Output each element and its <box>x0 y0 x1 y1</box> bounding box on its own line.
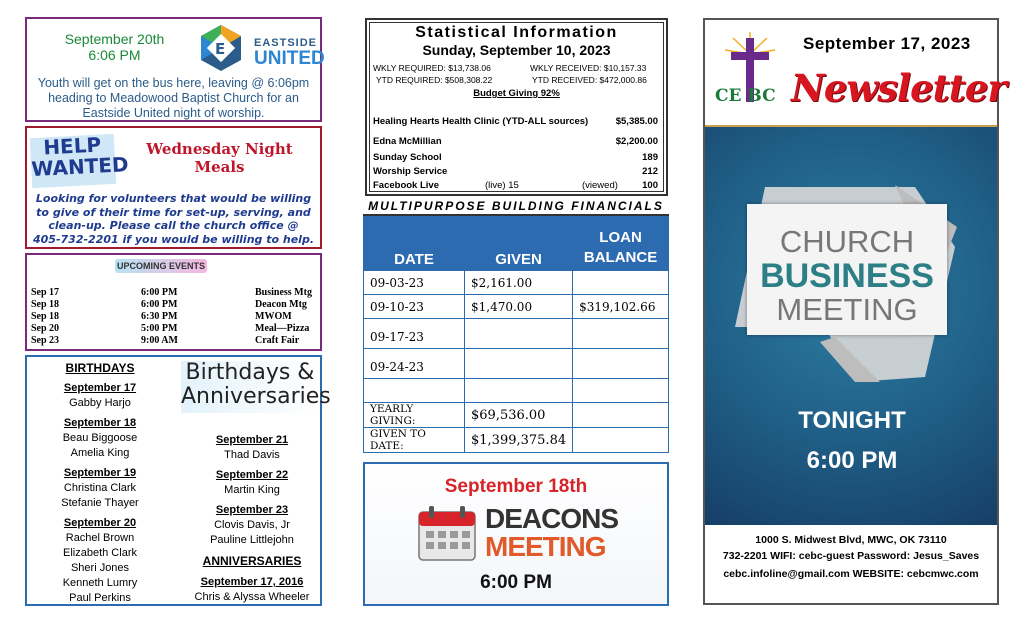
birthday-date: September 20 <box>63 517 137 529</box>
help-body: Looking for volunteers that would be willing to give of their time for set-up, serving, and clean-up. Please call the church office @ 405-732-2201 if you would be willing to help. <box>33 192 314 246</box>
stat-value: 100 <box>642 180 658 191</box>
stat-mid2: (viewed) <box>582 180 618 191</box>
cebc-logo <box>715 86 776 106</box>
birthday-date: September 22 <box>215 469 289 481</box>
help-wanted-panel <box>25 126 322 249</box>
cebc-logo-text: CE BC <box>715 86 776 106</box>
title-line2: Anniversaries <box>181 384 331 409</box>
financials-row <box>364 349 669 379</box>
birthdays-title <box>181 360 331 413</box>
birthday-date: September 23 <box>215 504 289 516</box>
event-date: Sep 17 <box>31 287 60 298</box>
financials-cell <box>573 428 669 453</box>
stat-label: Healing Hearts Health Clinic (YTD-ALL sources) <box>373 116 589 127</box>
stat-value: $5,385.00 <box>615 116 658 127</box>
ytd-received: YTD RECEIVED: $472,000.86 <box>532 75 647 85</box>
event-event: MWOM <box>255 311 292 322</box>
stat-label: Edna McMillian <box>373 136 442 147</box>
financials-cell: $1,470.00 <box>465 295 573 319</box>
financials-cell <box>465 379 573 403</box>
financials-body <box>364 271 669 453</box>
financials-cell: 09-10-23 <box>364 295 465 319</box>
event-row <box>29 335 318 347</box>
wkly-received: WKLY RECEIVED: $10,157.33 <box>530 63 647 73</box>
financials-cell: $69,536.00 <box>465 403 573 428</box>
event-event: Craft Fair <box>255 335 300 346</box>
birthday-name: Martin King <box>224 484 280 496</box>
address: 1000 S. Midwest Blvd, MWC, OK 73110 <box>755 534 947 546</box>
deacons-line2: MEETING <box>485 531 606 562</box>
youth-date-line1: September 20th <box>64 31 165 47</box>
header-given: GIVEN <box>465 217 573 271</box>
badge-line2: WANTED <box>30 152 130 182</box>
financials-row <box>364 319 669 349</box>
deacons-date: September 18th <box>444 476 588 497</box>
title-line1: Birthdays & <box>185 360 315 385</box>
birthday-name: Rachel Brown <box>65 532 135 544</box>
event-time: 5:00 PM <box>141 323 178 334</box>
budget-giving: Budget Giving 92% <box>473 88 560 99</box>
stat-label: Worship Service <box>373 166 448 177</box>
birthday-date: September 17 <box>63 382 137 394</box>
ytd-required: YTD REQUIRED: $508,308.22 <box>376 75 493 85</box>
header-loan-balance-label: LOAN BALANCE <box>583 229 658 266</box>
event-date: Sep 23 <box>31 335 60 346</box>
financials-cell: 09-17-23 <box>364 319 465 349</box>
financials-cell <box>465 319 573 349</box>
meeting-time: 6:00 PM <box>806 447 898 474</box>
eastside-logo-icon <box>195 23 247 73</box>
event-time: 6:00 PM <box>141 299 178 310</box>
financials-cell: 09-03-23 <box>364 271 465 295</box>
financials-cell: GIVEN TO DATE: <box>364 428 465 453</box>
anniversary-date: September 17, 2016 <box>200 576 304 588</box>
stat-label: Sunday School <box>373 152 442 163</box>
youth-panel <box>25 17 325 122</box>
anniversary-names: Chris & Alyssa Wheeler <box>194 591 310 603</box>
event-event: Deacon Mtg <box>255 299 307 310</box>
financials-row <box>364 271 669 295</box>
financials-row <box>364 403 669 428</box>
financials-cell <box>364 379 465 403</box>
stat-mid: (live) 15 <box>485 180 519 191</box>
business-meeting-card <box>747 204 947 335</box>
birthdays-panel <box>25 355 331 606</box>
event-time: 6:30 PM <box>141 311 178 322</box>
birthday-date: September 21 <box>215 434 289 446</box>
card-line3: MEETING <box>776 292 918 327</box>
help-wanted-badge <box>30 132 130 188</box>
card-line1: CHURCH <box>779 224 915 259</box>
financials-cell: $319,102.66 <box>573 295 669 319</box>
birthday-name: Pauline Littlejohn <box>210 534 294 546</box>
event-event: Meal—Pizza <box>255 323 310 334</box>
event-time: 6:00 PM <box>141 287 178 298</box>
financials-row <box>364 379 669 403</box>
financials-table <box>363 216 669 453</box>
badge-line1: HELP <box>42 132 102 160</box>
birthday-name: Gabby Harjo <box>69 397 131 409</box>
deacons-panel <box>363 462 669 606</box>
birthday-date: September 18 <box>63 417 137 429</box>
stat-label: Facebook Live <box>373 180 439 191</box>
birthday-name: Clovis Davis, Jr <box>214 519 290 531</box>
events-panel <box>25 253 322 351</box>
logo-line1: EASTSIDE <box>254 37 318 49</box>
phone-wifi: 732-2201 WIFI: cebc-guest Password: Jesus_Saves <box>722 550 980 562</box>
birthday-date: September 19 <box>63 467 137 479</box>
header-date: DATE <box>364 217 465 271</box>
birthday-name: Sheri Jones <box>70 562 130 574</box>
financials-cell: YEARLY GIVING: <box>364 403 465 428</box>
youth-body: Youth will get on the bus here, leaving @ 6:06pm heading to Meadowood Baptist Church for an Eastside United night of worship. <box>37 76 310 120</box>
financials-cell: $2,161.00 <box>465 271 573 295</box>
wkly-required: WKLY REQUIRED: $13,738.06 <box>373 63 491 73</box>
financials-cell <box>573 403 669 428</box>
birthday-name: Paul Perkins <box>69 592 131 604</box>
birthdays-heading: BIRTHDAYS <box>65 361 135 375</box>
event-date: Sep 18 <box>31 299 60 310</box>
financials-cell <box>573 319 669 349</box>
event-date: Sep 20 <box>31 323 60 334</box>
birthday-name: Elizabeth Clark <box>63 547 137 559</box>
birthday-name: Christina Clark <box>63 482 137 494</box>
events-header: UPCOMING EVENTS <box>116 261 205 271</box>
financials-cell: 09-24-23 <box>364 349 465 379</box>
anniversaries-heading: ANNIVERSARIES <box>202 554 302 568</box>
birthday-name: Thad Davis <box>224 449 280 461</box>
event-row <box>29 287 318 299</box>
event-time: 9:00 AM <box>141 335 178 346</box>
financials-cell <box>573 271 669 295</box>
stats-title: Statistical Information <box>415 24 618 41</box>
tonight-label: TONIGHT <box>798 407 906 434</box>
birthday-name: Stefanie Thayer <box>61 497 139 509</box>
financials-cell <box>573 349 669 379</box>
title-line1: Wednesday Night <box>146 140 293 158</box>
event-row <box>29 299 318 311</box>
stats-subtitle: Sunday, September 10, 2023 <box>422 42 611 58</box>
meals-title <box>127 140 312 176</box>
birthday-name: Kenneth Lumry <box>62 577 138 589</box>
birthday-name: Amelia King <box>70 447 130 459</box>
svg-text:E: E <box>215 40 226 58</box>
financials-cell <box>465 349 573 379</box>
business-meeting-banner <box>705 127 997 525</box>
header-loan-balance <box>573 217 669 271</box>
event-row <box>29 323 318 335</box>
stat-value: $2,200.00 <box>615 136 658 147</box>
financials-row <box>364 295 669 319</box>
youth-date <box>47 31 182 63</box>
deacons-time: 6:00 PM <box>480 572 552 593</box>
financials-cell: $1,399,375.84 <box>465 428 573 453</box>
financials-cell <box>573 379 669 403</box>
calendar-icon <box>417 504 477 562</box>
logo-line2: UNITED <box>254 48 325 69</box>
event-row <box>29 311 318 323</box>
card-line2: BUSINESS <box>760 257 934 295</box>
deacons-line1: DEACONS <box>485 503 619 534</box>
title-line2: Meals <box>194 158 245 176</box>
stats-panel <box>365 18 668 196</box>
youth-date-line2: 6:06 PM <box>88 47 141 63</box>
birthday-name: Beau Biggoose <box>62 432 138 444</box>
stat-value: 189 <box>642 152 658 163</box>
event-date: Sep 18 <box>31 311 60 322</box>
newsletter-date: September 17, 2023 <box>803 34 971 53</box>
stat-value: 212 <box>642 166 658 177</box>
financials-header-row <box>364 217 669 271</box>
newsletter-title: Newsletter <box>791 66 1006 110</box>
financials-title: MULTIPURPOSE BUILDING FINANCIALS <box>363 198 669 216</box>
financials-row <box>364 428 669 453</box>
email-website: cebc.infoline@gmail.com WEBSITE: cebcmwc.com <box>723 568 979 580</box>
event-event: Business Mtg <box>255 287 312 298</box>
